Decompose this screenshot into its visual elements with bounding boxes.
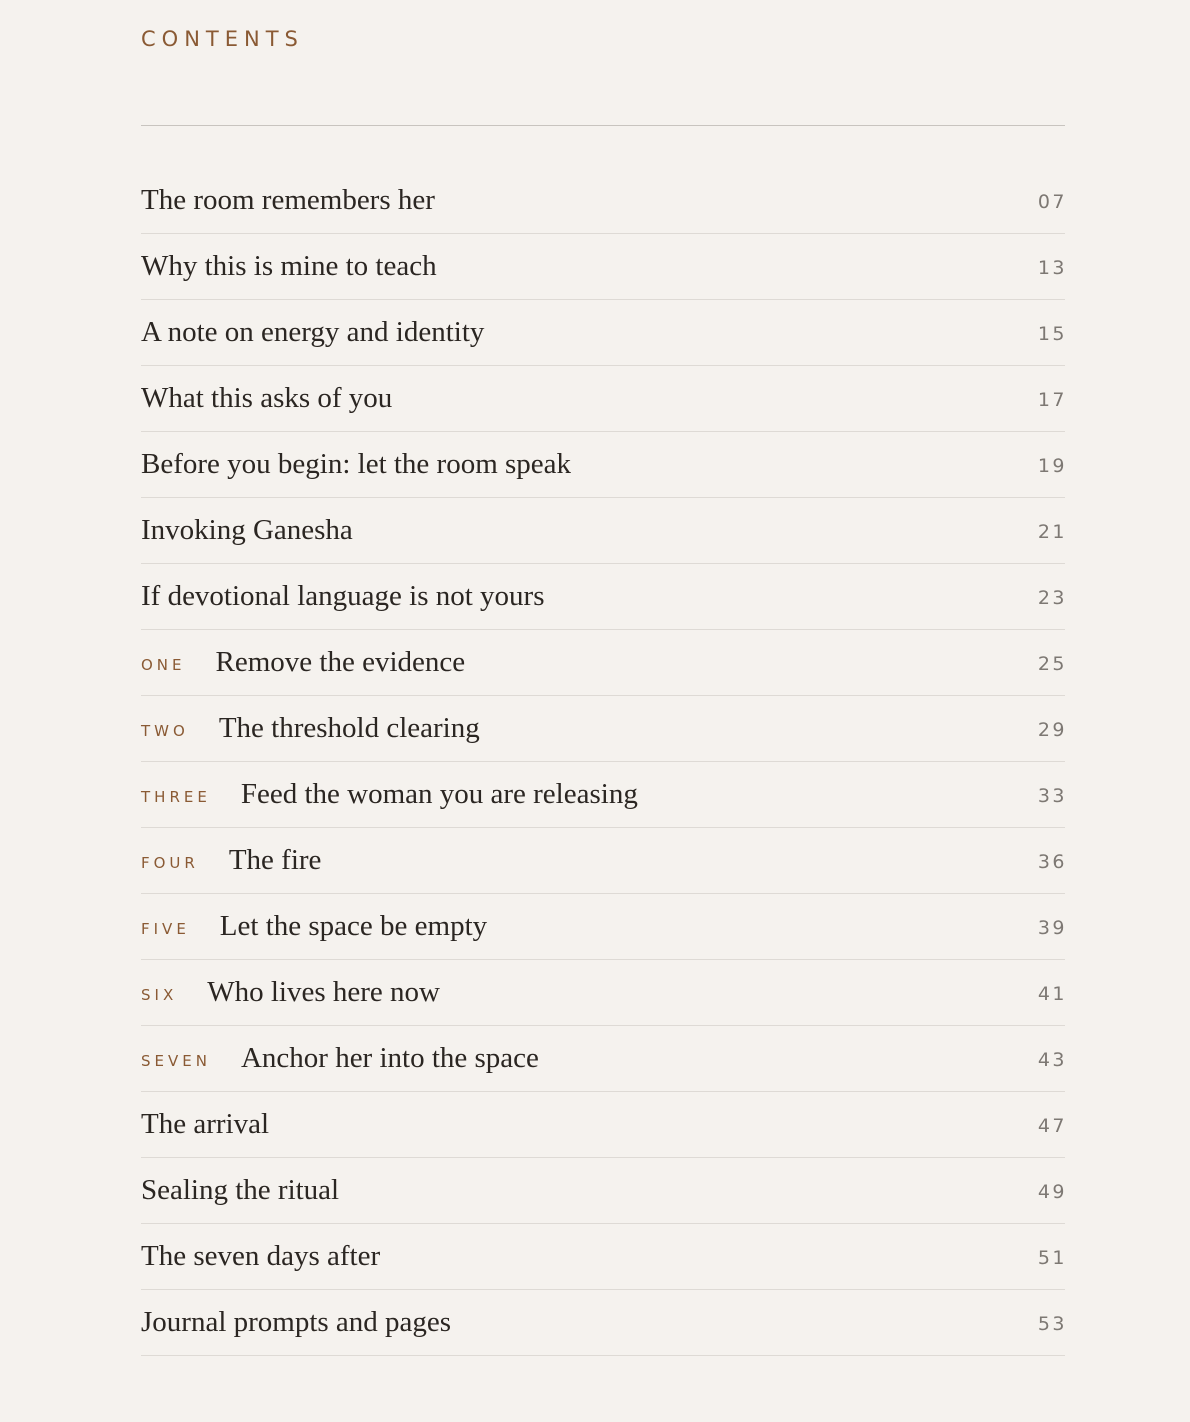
- page-number: 53: [1037, 1313, 1067, 1335]
- chapter-number: SIX: [141, 985, 178, 1004]
- chapter-number: TWO: [141, 721, 189, 740]
- page-number: 51: [1037, 1247, 1067, 1269]
- toc-entry[interactable]: [141, 894, 1065, 960]
- entry-title: Journal prompts and pages: [141, 1306, 452, 1338]
- page-number: 25: [1037, 653, 1067, 675]
- page-number: 19: [1037, 455, 1067, 477]
- chapter-number: ONE: [141, 655, 186, 674]
- entry-title: Invoking Ganesha: [141, 514, 353, 546]
- entry-title: Anchor her into the space: [240, 1042, 539, 1074]
- entry-title: The fire: [228, 844, 322, 876]
- entry-title: A note on energy and identity: [141, 316, 485, 348]
- toc-entry[interactable]: [141, 1026, 1065, 1092]
- entry-title: Sealing the ritual: [141, 1174, 340, 1206]
- entry-title: Before you begin: let the room speak: [141, 448, 572, 480]
- page-number: 41: [1037, 983, 1067, 1005]
- page-number: 33: [1037, 785, 1067, 807]
- page-number: 47: [1037, 1115, 1067, 1137]
- toc-entry[interactable]: [141, 1290, 1065, 1356]
- toc-entry[interactable]: [141, 828, 1065, 894]
- toc-entry[interactable]: [141, 1158, 1065, 1224]
- page-number: 07: [1037, 191, 1067, 213]
- entry-title: Why this is mine to teach: [141, 250, 437, 282]
- toc-entry[interactable]: [141, 366, 1065, 432]
- entry-title: The threshold clearing: [218, 712, 480, 744]
- chapter-number: SEVEN: [141, 1051, 211, 1070]
- toc-entry[interactable]: [141, 564, 1065, 630]
- contents-heading: CONTENTS: [141, 27, 304, 51]
- toc-entry[interactable]: [141, 498, 1065, 564]
- page-number: 21: [1037, 521, 1067, 543]
- entry-title: What this asks of you: [141, 382, 393, 414]
- toc-entry[interactable]: [141, 432, 1065, 498]
- toc-entry[interactable]: [141, 960, 1065, 1026]
- chapter-number: FOUR: [141, 853, 199, 872]
- page-number: 36: [1037, 851, 1067, 873]
- toc-entry[interactable]: [141, 300, 1065, 366]
- page-number: 13: [1037, 257, 1067, 279]
- toc-entry[interactable]: [141, 1224, 1065, 1290]
- chapter-number: FIVE: [141, 919, 190, 938]
- heading-divider: [141, 125, 1065, 126]
- entry-title: Who lives here now: [207, 976, 440, 1008]
- page-number: 39: [1037, 917, 1067, 939]
- page-number: 43: [1037, 1049, 1067, 1071]
- page-number: 29: [1037, 719, 1067, 741]
- entry-title: Feed the woman you are releasing: [240, 778, 638, 810]
- entry-title: The room remembers her: [141, 184, 435, 216]
- page-number: 49: [1037, 1181, 1067, 1203]
- entry-title: The seven days after: [141, 1240, 381, 1272]
- entry-title: If devotional language is not yours: [141, 580, 545, 612]
- toc-entry[interactable]: [141, 168, 1065, 234]
- page-number: 23: [1037, 587, 1067, 609]
- table-of-contents: [141, 168, 1065, 1356]
- chapter-number: THREE: [141, 787, 211, 806]
- page-number: 15: [1037, 323, 1067, 345]
- toc-entry[interactable]: [141, 762, 1065, 828]
- page-number: 17: [1037, 389, 1067, 411]
- entry-title: Let the space be empty: [219, 910, 488, 942]
- toc-entry[interactable]: [141, 696, 1065, 762]
- toc-entry[interactable]: [141, 1092, 1065, 1158]
- entry-title: Remove the evidence: [215, 646, 466, 678]
- entry-title: The arrival: [141, 1108, 270, 1140]
- toc-entry[interactable]: [141, 630, 1065, 696]
- toc-entry[interactable]: [141, 234, 1065, 300]
